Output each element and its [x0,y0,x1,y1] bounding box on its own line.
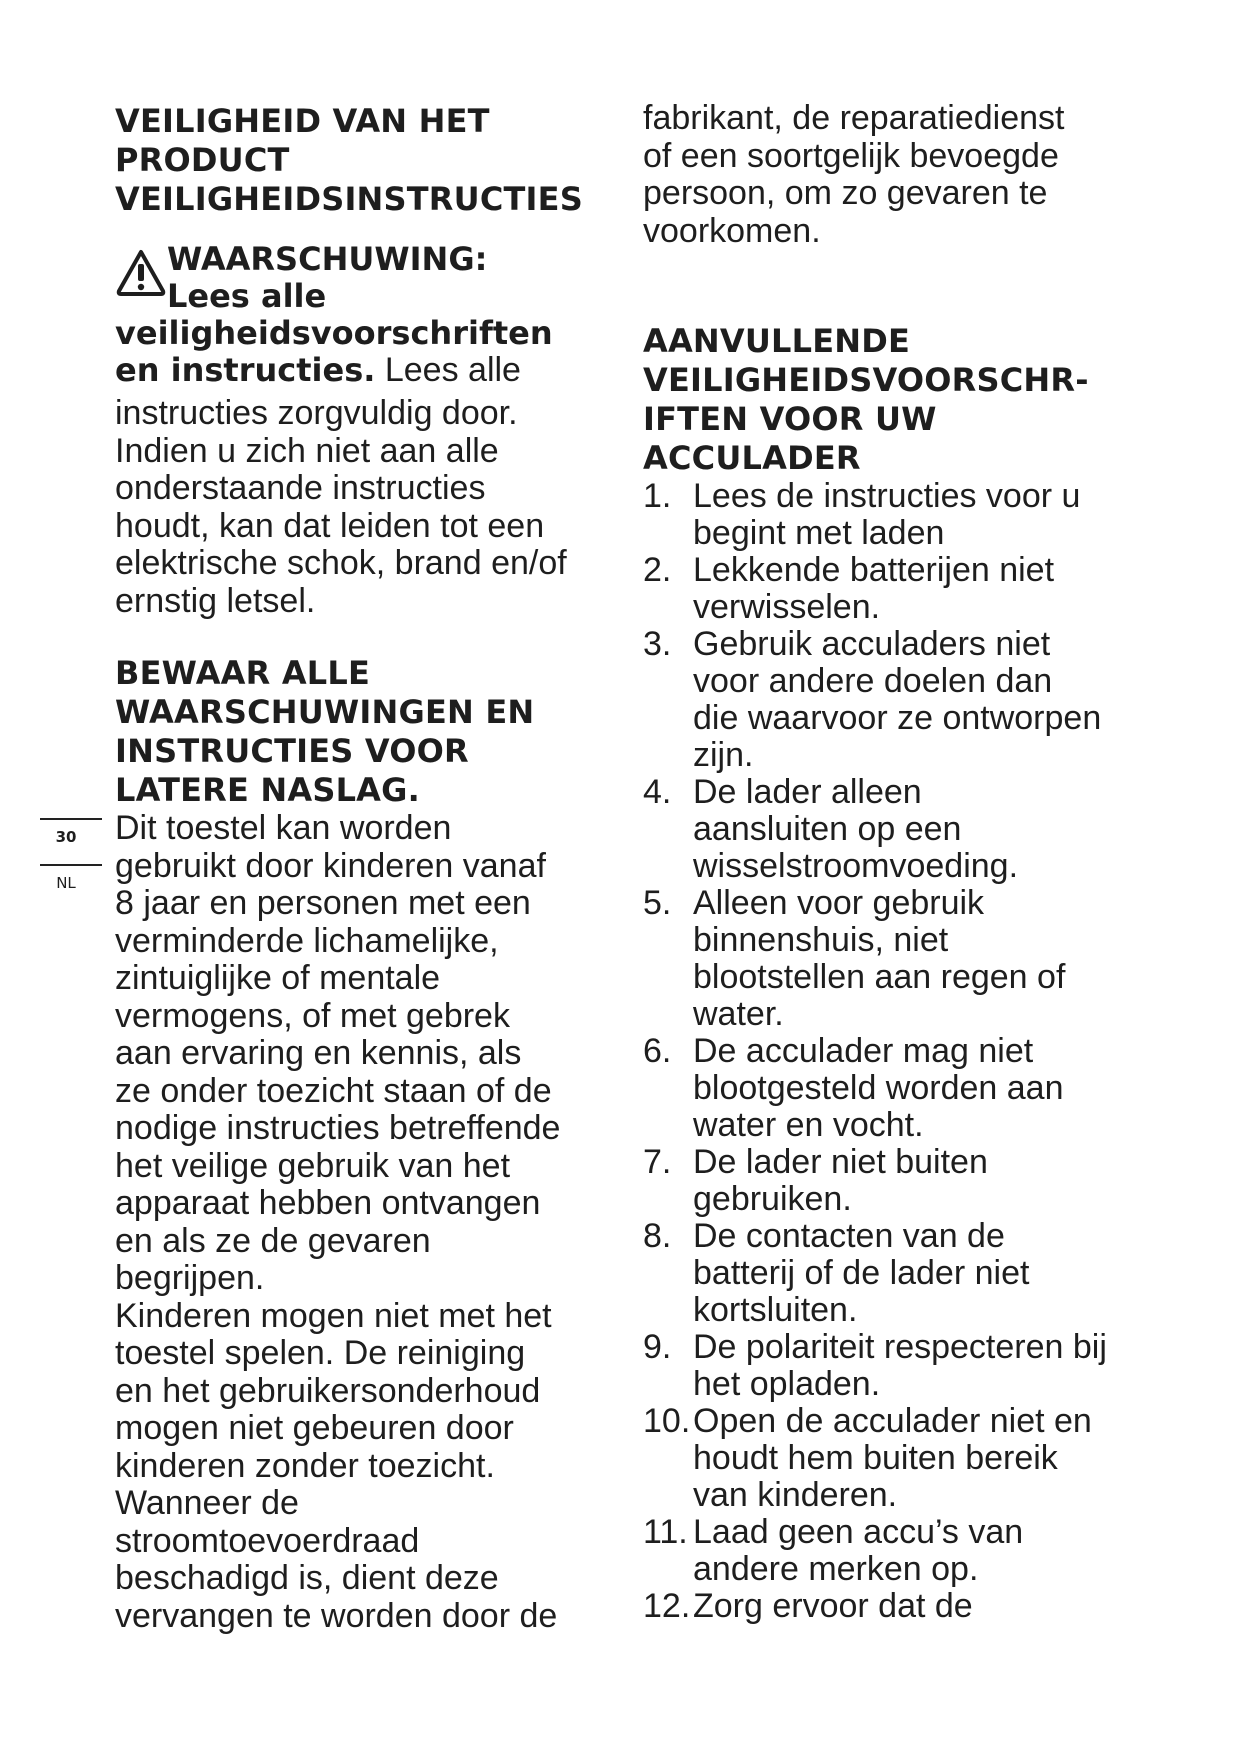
text-line: De lader alleen [693,773,922,811]
text-line: voor andere doelen dan [693,662,1053,700]
page-marker-rule-bottom [40,864,102,866]
list-item [643,1144,1143,1218]
list-item-number: 5. [643,884,672,922]
list-item-number: 4. [643,773,672,811]
heading-line: VEILIGHEIDSVOORSCHR- [643,361,1089,399]
heading-line: LATERE NASLAG. [115,771,420,809]
heading-line: VEILIGHEIDSINSTRUCTIES [115,180,583,218]
list-item [643,552,1143,626]
list-item-number: 9. [643,1328,672,1366]
heading-line: PRODUCT [115,141,290,179]
text-line: Dit toestel kan worden [115,809,452,847]
text-line: mogen niet gebeuren door [115,1409,514,1447]
text-line: De lader niet buiten [693,1143,988,1181]
list-item-number: 7. [643,1143,672,1181]
list-item-number: 12. [643,1587,691,1625]
list-item [643,1033,1143,1144]
text-line: verminderde lichamelijke, [115,921,499,960]
charger-rules-list [643,478,1143,1625]
heading-line: VEILIGHEID VAN HET [115,102,490,140]
list-item-number: 2. [643,551,672,589]
list-item [643,1403,1143,1514]
warning-plain-fragment: Lees alle [375,351,521,389]
text-line: Lekkende batterijen niet [693,551,1055,589]
list-item-number: 6. [643,1032,672,1070]
list-item-number: 11. [643,1513,688,1551]
text-line: kortsluiten. [693,1291,858,1329]
warning-bold-fragment: en instructies. [115,351,376,389]
heading-charger-safety [643,322,1143,478]
text-line: beschadigd is, dient deze [115,1559,499,1597]
warning-mixed-line [115,352,615,395]
text-line: van kinderen. [693,1476,898,1514]
text-line: instructies zorgvuldig door. [115,394,518,432]
page-language: NL [56,874,76,892]
text-line: stroomtoevoerdraad [115,1521,420,1560]
warning-title [167,241,487,315]
text-line: Open de acculader niet en [693,1402,1092,1440]
left-column [115,102,615,1635]
list-item [643,478,1143,552]
text-line: Alleen voor gebruik [693,884,985,922]
text-line: fabrikant, de reparatiedienst [643,99,1065,137]
text-line: Lees de instructies voor u [693,477,1081,515]
text-line: Gebruik acculaders niet [693,625,1051,663]
text-line: onderstaande instructies [115,469,486,507]
text-line: vermogens, of met gebrek [115,996,510,1035]
warning-title-line: WAARSCHUWING: [167,240,488,278]
text-line: of een soortgelijk bevoegde [643,136,1059,175]
list-item [643,1329,1143,1403]
right-column [643,100,1143,1625]
text-line: persoon, om zo gevaren te [643,174,1048,212]
text-line: water. [693,995,784,1033]
text-line: en als ze de gevaren [115,1221,431,1260]
text-line: De acculader mag niet [693,1032,1034,1070]
text-line: het veilige gebruik van het [115,1146,511,1185]
heading-line: INSTRUCTIES VOOR [115,732,469,770]
text-line: verwisselen. [693,588,881,626]
text-line: zintuiglijke of mentale [115,959,441,997]
heading-line: WAARSCHUWINGEN EN [115,693,535,731]
list-item [643,626,1143,774]
text-line: en het gebruikersonderhoud [115,1371,541,1410]
text-line: water en vocht. [693,1106,924,1144]
text-line: andere merken op. [693,1550,979,1588]
text-line: toestel spelen. De reiniging [115,1334,526,1372]
heading-line: BEWAAR ALLE [115,654,371,692]
page-marker-rule-top [40,818,102,820]
warning-bold-line: veiligheidsvoorschriften [115,314,553,352]
text-line: begrijpen. [115,1259,265,1297]
warning-title-line: Lees alle [167,277,327,315]
text-line: kinderen zonder toezicht. [115,1446,495,1485]
text-line: zijn. [693,736,754,774]
intro-paragraph [643,100,1143,250]
text-line: het opladen. [693,1365,881,1403]
text-line: houdt, kan dat leiden tot een [115,506,545,545]
text-line: Wanneer de [115,1484,299,1522]
text-line: die waarvoor ze ontworpen [693,699,1102,737]
list-item [643,774,1143,885]
list-item-number: 1. [643,477,672,515]
warning-block [115,241,615,620]
list-item-number: 3. [643,625,672,663]
warning-header [115,241,615,315]
text-line: ze onder toezicht staan of de [115,1071,552,1110]
text-line: aan ervaring en kennis, als [115,1034,522,1072]
text-line: aansluiten op een [693,810,962,848]
text-line: gebruiken. [693,1180,852,1218]
text-line: wisselstroomvoeding. [693,847,1019,885]
list-item [643,1514,1143,1588]
list-item [643,885,1143,1033]
heading-product-safety [115,102,615,219]
text-line: Indien u zich niet aan alle [115,431,499,470]
text-line: De polariteit respecteren bij [693,1328,1107,1366]
text-line: blootstellen aan regen of [693,958,1066,996]
heading-line: ACCULADER [643,439,861,477]
text-line: ernstig letsel. [115,581,316,620]
text-line: elektrische schok, brand en/of [115,544,567,582]
heading-line: AANVULLENDE [643,322,911,360]
heading-keep-warnings [115,654,615,810]
text-line: Laad geen accu’s van [693,1513,1024,1551]
text-line: 8 jaar en personen met een [115,884,531,922]
warning-body [115,395,615,620]
text-line: De contacten van de [693,1217,1005,1255]
warning-triangle-icon [115,247,167,301]
text-line: blootgesteld worden aan [693,1069,1064,1107]
text-line: apparaat hebben ontvangen [115,1184,541,1222]
text-line: vervangen te worden door de [115,1596,558,1635]
text-line: gebruikt door kinderen vanaf [115,846,546,885]
heading-line: IFTEN VOOR UW [643,400,937,438]
list-item [643,1218,1143,1329]
text-line: batterij of de lader niet [693,1254,1030,1292]
text-line: Kinderen mogen niet met het [115,1296,552,1335]
list-item [643,1588,1143,1625]
body-paragraph [115,810,615,1635]
page-number: 30 [55,828,77,846]
text-line: Zorg ervoor dat de [693,1587,973,1625]
text-line: voorkomen. [643,211,821,250]
text-line: binnenshuis, niet [693,921,949,959]
text-line: houdt hem buiten bereik [693,1439,1058,1477]
list-item-number: 8. [643,1217,672,1255]
text-line: nodige instructies betreffende [115,1109,561,1147]
text-line: begint met laden [693,514,945,552]
list-item-number: 10. [643,1402,691,1440]
